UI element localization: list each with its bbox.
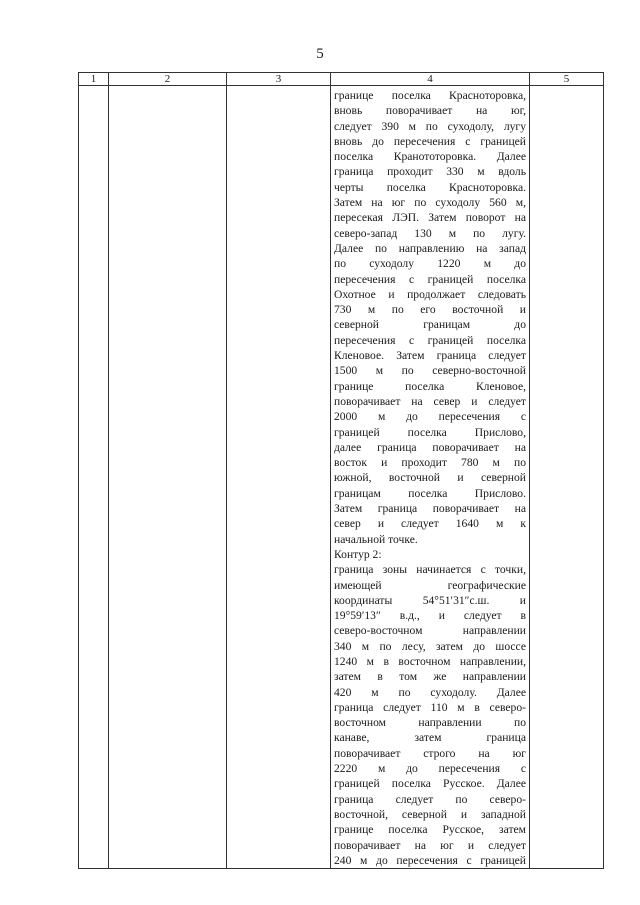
text-line: Затем граница поворачивает на	[334, 502, 526, 516]
text-line: северо-восточном направлении	[334, 624, 526, 638]
column-header-1: 1	[79, 73, 109, 86]
text-line: границе поселка Красноторовка,	[334, 89, 526, 102]
text-line: по суходолу 1220 м до	[334, 257, 526, 271]
text-line: восточной, северной и западной	[334, 807, 526, 821]
text-line: начальной точке.	[334, 532, 418, 546]
text-line: вновь поворачивает на юг,	[334, 104, 526, 118]
table-header-row	[79, 73, 604, 86]
text-line: 420 м по суходолу. Далее	[334, 685, 526, 699]
text-line: восток и проходит 780 м по	[334, 456, 526, 470]
text-line: черты поселка Красноторовка.	[334, 180, 526, 194]
text-line: поворачивает на север и следует	[334, 394, 526, 408]
text-line: пересечения с границей поселка	[334, 333, 526, 347]
text-line: поселка Кранототоровка. Далее	[334, 150, 526, 164]
text-line: следует 390 м по суходолу, лугу	[334, 119, 526, 133]
text-line: северо-запад 130 м по лугу.	[334, 226, 526, 240]
column-header-2: 2	[109, 73, 227, 86]
text-line: 730 м по его восточной и	[334, 303, 526, 317]
text-line: пересечения с границей поселка	[334, 272, 526, 286]
text-line: Охотное и продолжает следовать	[334, 287, 526, 301]
text-line: восточном направлении по	[334, 716, 526, 730]
text-line: пересекая ЛЭП. Затем поворот на	[334, 211, 526, 225]
text-line: Далее по направлению на запад	[334, 241, 526, 255]
page-number: 5	[316, 46, 324, 62]
text-line: вновь до пересечения с границей	[334, 134, 526, 148]
text-line: далее граница поворачивает на	[334, 440, 526, 454]
cell-col-5	[530, 86, 604, 869]
text-line: 340 м по лесу, затем до шоссе	[334, 639, 526, 653]
text-line: южной, восточной и северной	[334, 471, 526, 485]
text-line: границей поселка Прислово,	[334, 425, 526, 439]
text-line: 240 м до пересечения с границей	[334, 853, 526, 867]
text-line: имеющей географические	[334, 578, 526, 592]
text-line: границе поселка Русское, затем	[334, 823, 526, 837]
text-line: границам поселка Прислово.	[334, 486, 526, 500]
text-line: север и следует 1640 м к	[334, 517, 526, 531]
text-line: Кленовое. Затем граница следует	[334, 349, 526, 363]
column-header-5: 5	[530, 73, 604, 86]
text-line: координаты 54°51′31″с.ш. и	[334, 593, 526, 607]
text-line: 2220 м до пересечения с	[334, 762, 526, 776]
text-line: границей поселка Русское. Далее	[334, 777, 526, 791]
text-line: северной границам до	[334, 318, 526, 332]
text-line: 1240 м в восточном направлении,	[334, 654, 526, 668]
text-line: Контур 2:	[334, 547, 382, 561]
text-line: канаве, затем граница	[334, 731, 526, 745]
text-line: Затем на юг по суходолу 560 м,	[334, 196, 526, 210]
cell-col-4-description	[331, 86, 530, 869]
column-header-4: 4	[331, 73, 530, 86]
text-line: 19°59′13″ в.д., и следует в	[334, 609, 526, 623]
cell-col-1	[79, 86, 109, 869]
table-row	[79, 86, 604, 869]
text-line: граница следует 110 м в северо-	[334, 700, 526, 714]
text-line: 1500 м по северно-восточной	[334, 364, 526, 378]
text-line: граница зоны начинается с точки,	[334, 563, 526, 577]
cell-col-2	[109, 86, 227, 869]
column-header-3: 3	[227, 73, 331, 86]
text-line: затем в том же направлении	[334, 670, 526, 684]
document-table	[78, 72, 604, 869]
text-line: границе поселка Кленовое,	[334, 379, 526, 393]
text-line: граница проходит 330 м вдоль	[334, 165, 526, 179]
text-line: поворачивает строго на юг	[334, 746, 526, 760]
text-line: 2000 м до пересечения с	[334, 410, 526, 424]
cell-col-3	[227, 86, 331, 869]
text-line: поворачивает на юг и следует	[334, 838, 526, 852]
text-line: граница следует по северо-	[334, 792, 526, 806]
